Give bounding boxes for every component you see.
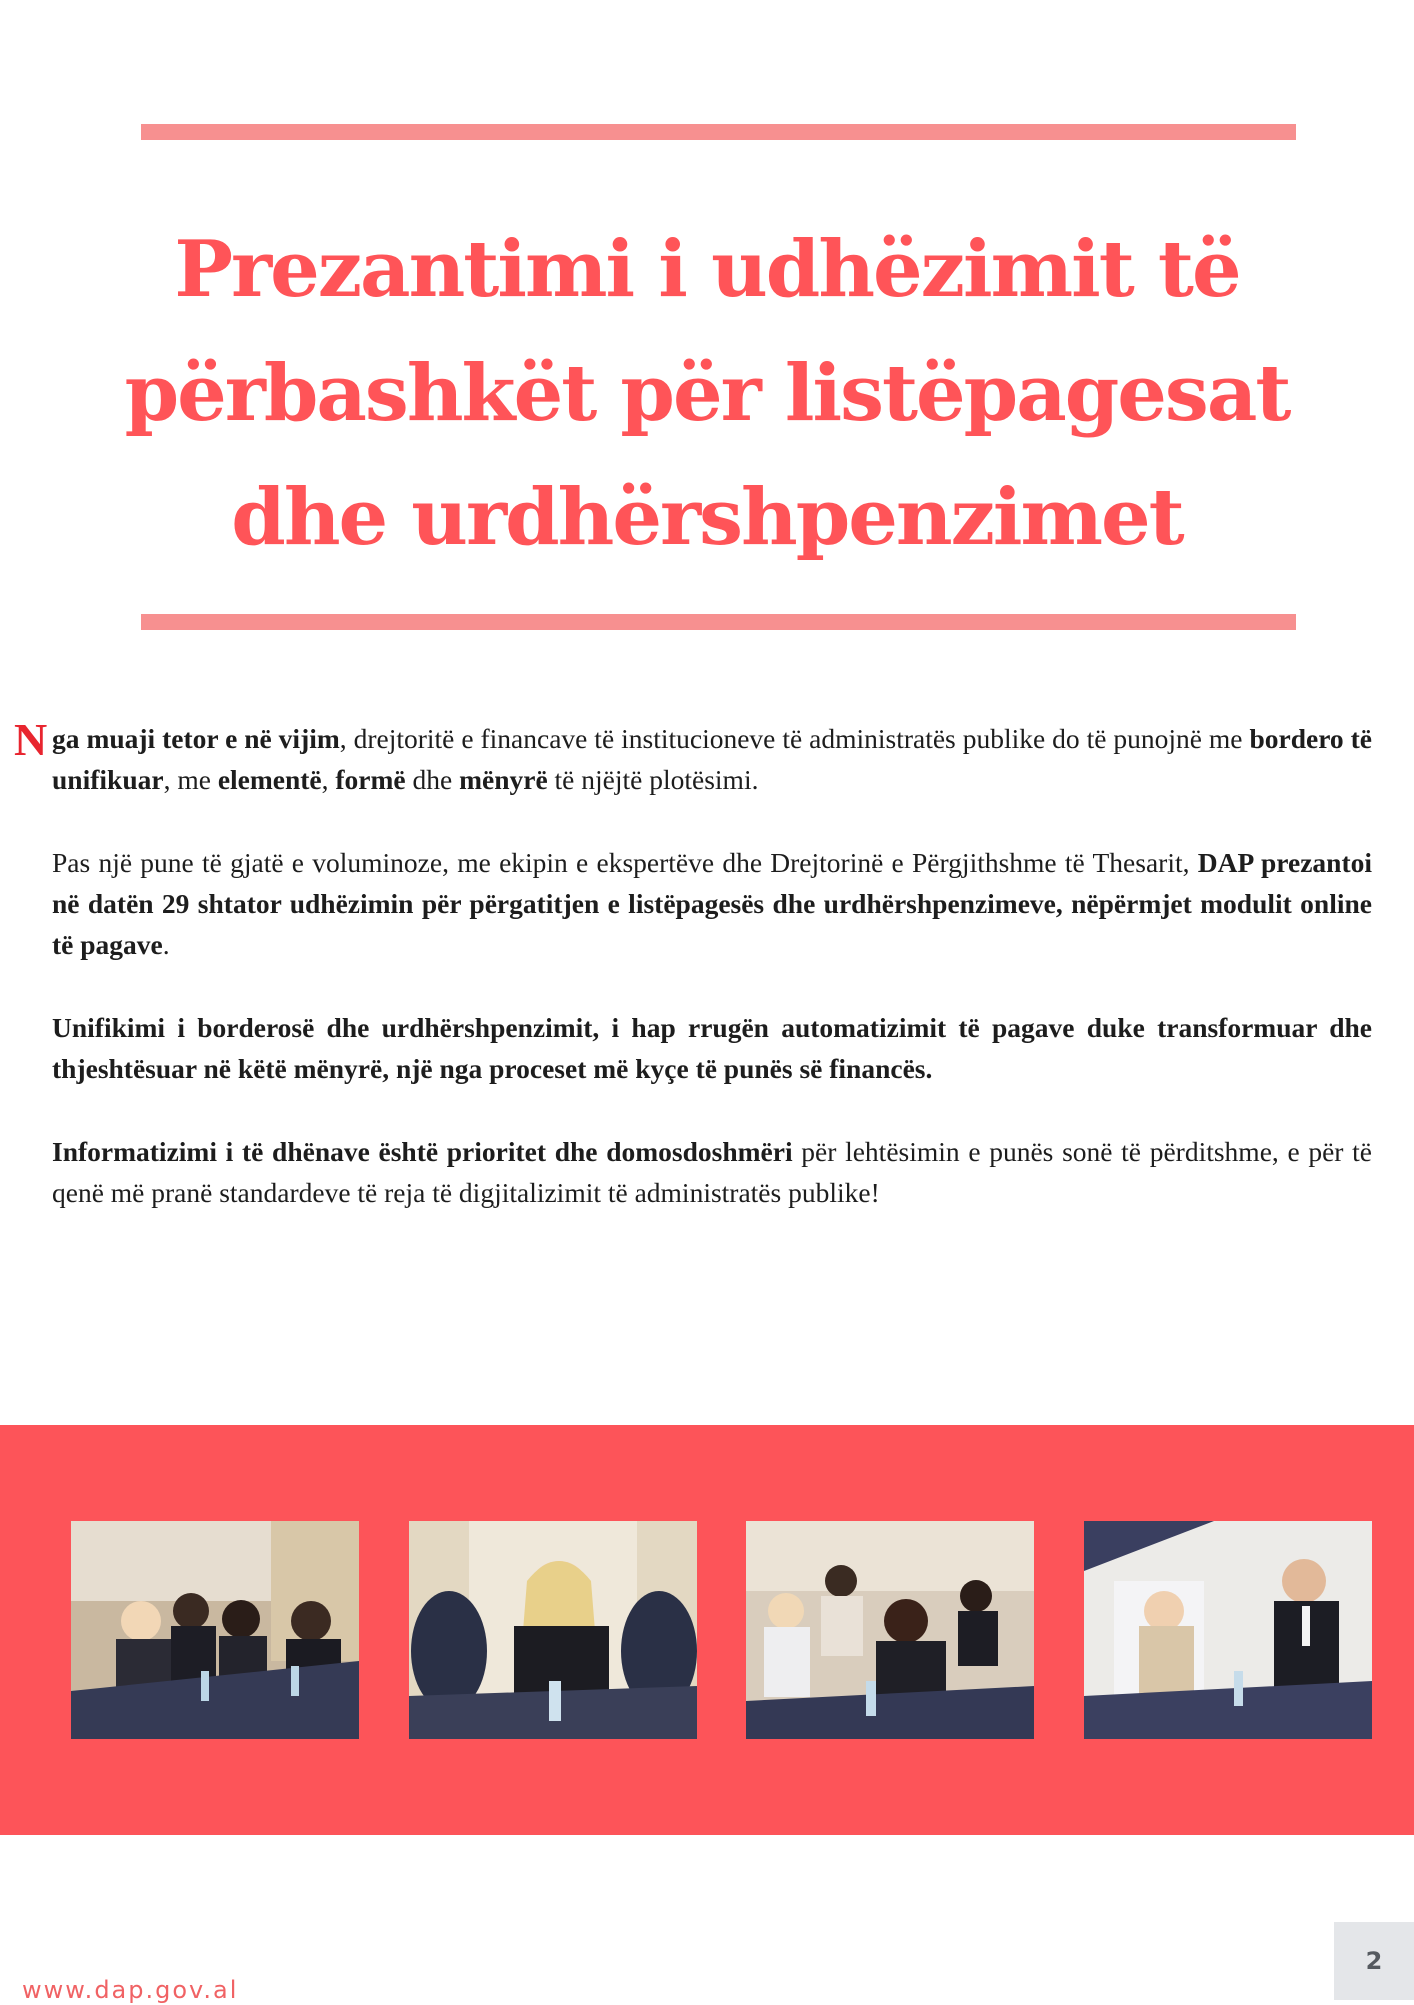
meeting-photo-4 [1084, 1521, 1372, 1739]
p2-text-a: Pas një pune të gjatë e voluminoze, me ekipin e ekspertëve dhe Drejtorinë e Përgjithshme të Thesarit, [52, 847, 1198, 878]
page-title [100, 208, 1314, 580]
top-divider [141, 124, 1296, 140]
paragraph-4 [52, 1131, 1372, 1213]
p1-text-b: , me [163, 764, 218, 795]
title-line-3: dhe urdhërshpenzimet [231, 472, 1183, 563]
photo-band [0, 1425, 1414, 1835]
paragraph-1-wrapper [14, 714, 1372, 800]
p1-text-e: të njëjtë plotësimi. [547, 764, 759, 795]
p3-bold: Unifikimi i borderosë dhe urdhërshpenzimit, i hap rrugën automatizimit të pagave duke transformuar dhe thjeshtësuar në këtë mënyrë, një nga proceset më kyçe të punës së financës. [52, 1012, 1372, 1084]
paragraph-2 [52, 842, 1372, 965]
p1-text-c: , [321, 764, 336, 795]
article-body [14, 714, 1372, 1255]
page-number: 2 [1334, 1922, 1414, 2000]
p2-bold: DAP prezantoi në datën 29 shtator udhëzimin për përgatitjen e listëpagesës dhe urdhërshpenzimeve, nëpërmjet modulit online të pagave [52, 847, 1372, 960]
p4-bold: Informatizimi i të dhënave është prioritet dhe domosdoshmëri [52, 1136, 793, 1167]
title-line-1: Prezantimi i udhëzimit të [174, 224, 1240, 315]
p4-text: për lehtësimin e punës sonë të përditshme, e për të qenë më pranë standardeve të reja të digjitalizimit të administratës publike! [52, 1136, 1372, 1208]
meeting-photo-1 [71, 1521, 359, 1739]
drop-cap: N [14, 714, 48, 765]
bottom-divider [141, 614, 1296, 630]
p1-bold-bordero: bordero të unifikuar [52, 723, 1372, 795]
p2-text-b: . [162, 929, 170, 960]
p1-bold-lead: ga muaji tetor e në vijim [52, 723, 340, 754]
paragraph-1 [52, 718, 1372, 800]
p1-text-a: , drejtoritë e financave të institucioneve të administratës publike do të punojnë me [339, 723, 1250, 754]
meeting-photo-3 [746, 1521, 1034, 1739]
paragraph-3 [52, 1007, 1372, 1089]
p1-bold-elemente: elementë [217, 764, 322, 795]
title-line-2: përbashkët për listëpagesat [124, 348, 1290, 439]
p1-bold-menyre: mënyrë [459, 764, 548, 795]
meeting-photo-2 [409, 1521, 697, 1739]
p1-text-d: dhe [405, 764, 460, 795]
footer-website[interactable]: www.dap.gov.al [22, 1976, 239, 2004]
p1-bold-forme: formë [335, 764, 406, 795]
